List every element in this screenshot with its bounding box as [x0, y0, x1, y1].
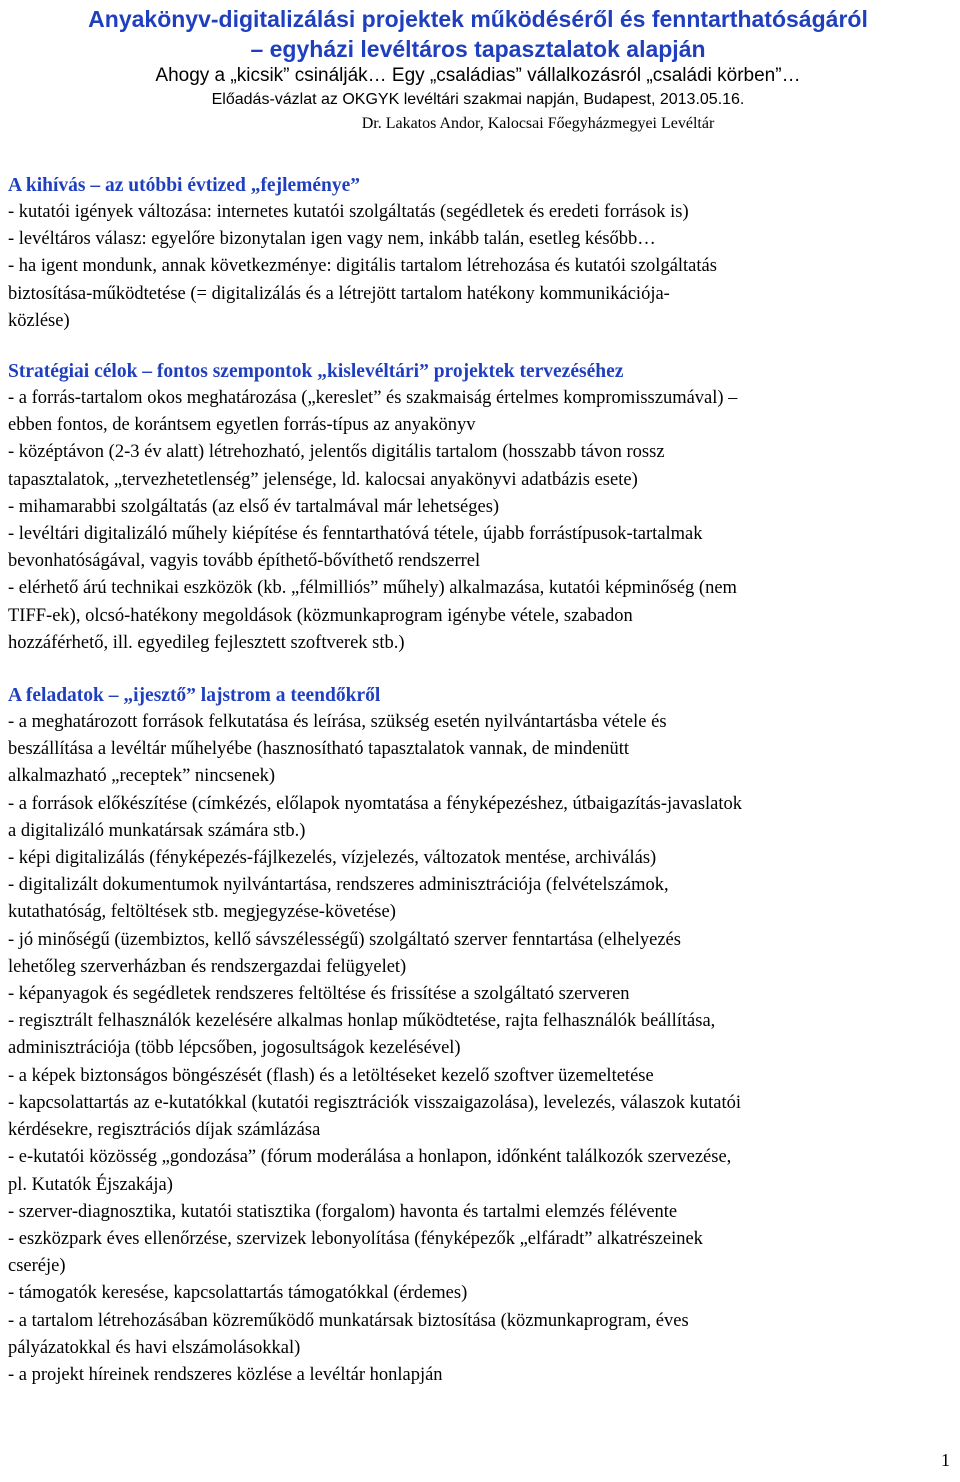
list-item-text: - a meghatározott források felkutatása és leírása, szükség esetén nyilvántartásba vétele és [8, 712, 667, 733]
event-line: Előadás-vázlat az OKGYK levéltári szakmai napján, Budapest, 2013.05.16. [211, 91, 745, 108]
list-item-continuation: pályázatokkal és havi elszámolásokkal) [8, 1337, 301, 1358]
list-item-text: - támogatók keresése, kapcsolattartás támogatókkal (érdemes) [8, 1283, 468, 1304]
list-item [8, 1280, 948, 1307]
list-item-text: - képanyagok és segédletek rendszeres feltöltése és frissítése a szolgáltató szerveren [8, 984, 630, 1005]
list-item-text: - a források előkészítése (címkézés, előlapok nyomtatása a fényképezéshez, útbaigazítás-javaslatok [8, 793, 743, 814]
list-item-text: - levéltári digitalizáló műhely kiépítése és fenntarthatóvá tétele, újabb forrástípusok-tartalmak [8, 524, 703, 545]
list-item [8, 791, 948, 845]
list-item [8, 1226, 948, 1280]
section-heading-tasks: A feladatok – „ijesztő” lajstrom a teendőkről [8, 685, 381, 707]
list-item-continuation: pl. Kutatók Éjszakája) [8, 1174, 173, 1195]
list-item-text: - a projekt híreinek rendszeres közlése a levéltár honlapján [8, 1364, 443, 1385]
list-item-continuation: ebben fontos, de korántsem egyetlen forrás-típus az anyakönyv [8, 415, 476, 436]
list-item-text: - jó minőségű (üzembiztos, kellő sávszélességű) szolgáltató szerver fenntartása (elhelyezés [8, 929, 681, 950]
list-item-continuation: biztosítása-működtetése (= digitalizálás és a létrejött tartalom hatékony kommunikációja- [8, 283, 670, 304]
list-item [8, 439, 948, 493]
list-item [8, 1362, 948, 1389]
list-item [8, 199, 948, 226]
list-item-text: - e-kutatói közösség „gondozása” (fórum moderálása a honlapon, időnként találkozók szervezése, [8, 1147, 732, 1168]
list-item-continuation: TIFF-ek), olcsó-hatékony megoldások (közmunkaprogram igénybe vétele, szabadon [8, 605, 633, 626]
document-subtitle: Ahogy a „kicsik” csinálják… Egy „családias” vállalkozásról „családi körben”… [155, 65, 801, 86]
list-item [8, 253, 948, 335]
list-item [8, 1308, 948, 1362]
page-number: 1 [941, 1450, 950, 1470]
list-item-text: - regisztrált felhasználók kezelésére alkalmas honlap működtetése, rajta felhasználók beállítása, [8, 1011, 716, 1032]
list-item-text: - képi digitalizálás (fényképezés-fájlkezelés, vízjelezés, változatok mentése, archiválás) [8, 848, 657, 869]
list-item-text: - a tartalom létrehozásában közreműködő munkatársak biztosítása (közmunkaprogram, éves [8, 1310, 689, 1331]
list-item-continuation: a digitalizáló munkatársak számára stb.) [8, 820, 306, 841]
list-item [8, 709, 948, 791]
list-item-text: - a képek biztonságos böngészését (flash) és a letöltéseket kezelő szoftver üzemeltetése [8, 1065, 654, 1086]
list-item-continuation: kutathatóság, feltöltések stb. megjegyzése-követése) [8, 902, 396, 923]
list-item-continuation: bevonhatóságával, vagyis tovább építhető-bővíthető rendszerrel [8, 551, 481, 572]
list-item-continuation: tapasztalatok, „tervezhetetlenség” jelensége, ld. kalocsai anyakönyvi adatbázis esete) [8, 469, 638, 490]
section-heading-strategic-goals: Stratégiai célok – fontos szempontok „kislevéltári” projektek tervezéséhez [8, 361, 624, 383]
list-item-continuation: lehetőleg szerverházban és rendszergazdai felügyelet) [8, 956, 407, 977]
section-heading-challenge: A kihívás – az utóbbi évtized „fejleménye” [8, 175, 361, 196]
section-list-strategic-goals [8, 385, 948, 657]
list-item-continuation: alkalmazható „receptek” nincsenek) [8, 766, 276, 787]
list-item [8, 226, 948, 253]
list-item-text: - a forrás-tartalom okos meghatározása („kereslet” és szakmaiság értelmes kompromisszumával) – [8, 388, 738, 409]
section-list-challenge [8, 199, 948, 335]
list-item [8, 385, 948, 439]
list-item [8, 1090, 948, 1144]
list-item-text: - ha igent mondunk, annak következménye: digitális tartalom létrehozása és kutatói szolgáltatás [8, 256, 717, 277]
list-item-text: - levéltáros válasz: egyelőre bizonytalan igen vagy nem, inkább talán, esetleg később… [8, 229, 656, 250]
list-item-text: - elérhető árú technikai eszközök (kb. „félmilliós” műhely) alkalmazása, kutatói képminőség (nem [8, 578, 737, 599]
list-item [8, 575, 948, 657]
list-item [8, 872, 948, 926]
list-item-continuation: adminisztrációja (több lépcsőben, jogosultságok kezelésével) [8, 1038, 461, 1059]
list-item-continuation: hozzáférhető, ill. egyedileg fejlesztett szoftverek stb.) [8, 632, 405, 653]
list-item [8, 845, 948, 872]
list-item [8, 981, 948, 1008]
list-item-continuation: közlése) [8, 310, 70, 331]
list-item-continuation: cseréje) [8, 1256, 66, 1277]
list-item-text: - digitalizált dokumentumok nyilvántartása, rendszeres adminisztrációja (felvételszámok, [8, 875, 669, 896]
list-item-text: - kapcsolattartás az e-kutatókkal (kutatói regisztrációk visszaigazolása), levelezés, válaszok kutatói [8, 1092, 742, 1113]
list-item [8, 1199, 948, 1226]
list-item [8, 1144, 948, 1198]
list-item [8, 1063, 948, 1090]
list-item-text: - eszközpark éves ellenőrzése, szervizek lebonyolítása (fényképezők „elfáradt” alkatrészeinek [8, 1228, 703, 1249]
list-item [8, 521, 948, 575]
list-item-continuation: kérdésekre, regisztrációs díjak számlázása [8, 1120, 321, 1141]
list-item-text: - középtávon (2-3 év alatt) létrehozható, jelentős digitális tartalom (hosszabb távon rossz [8, 442, 665, 463]
list-item-continuation: beszállítása a levéltár műhelyébe (hasznosítható tapasztalatok vannak, de mindenütt [8, 739, 630, 760]
document-title-line-1: Anyakönyv-digitalizálási projektek működéséről és fenntarthatóságáról [88, 6, 868, 32]
author-line: Dr. Lakatos Andor, Kalocsai Főegyházmegyei Levéltár [361, 115, 715, 132]
list-item-text: - szerver-diagnosztika, kutatói statisztika (forgalom) havonta és tartalmi elemzés félévente [8, 1201, 678, 1222]
list-item [8, 927, 948, 981]
list-item [8, 494, 948, 521]
list-item [8, 1008, 948, 1062]
document-title-line-2: – egyházi levéltáros tapasztalatok alapján [250, 36, 706, 62]
list-item-text: - mihamarabbi szolgáltatás (az első év tartalmával már lehetséges) [8, 496, 500, 517]
section-list-tasks [8, 709, 948, 1389]
list-item-text: - kutatói igények változása: internetes kutatói szolgáltatás (segédletek és eredeti források is) [8, 202, 689, 222]
